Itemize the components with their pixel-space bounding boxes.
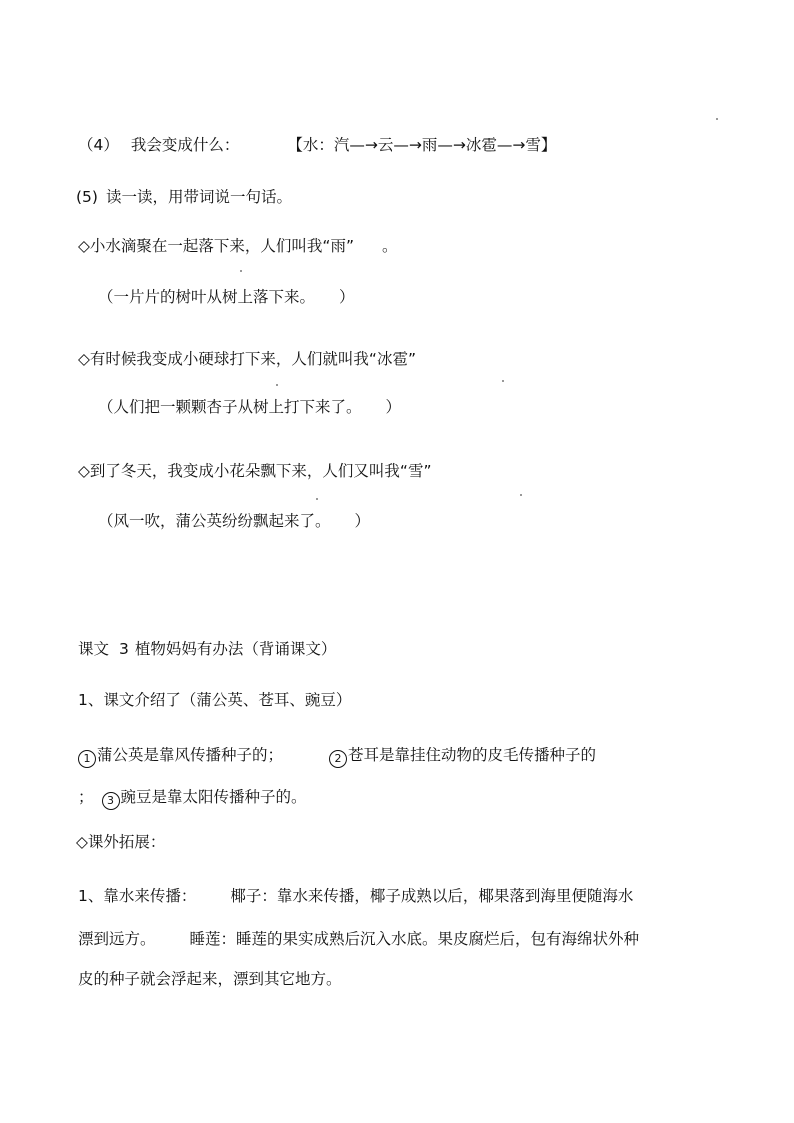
question-5-number: (5) [76,188,98,206]
extension-water-heading: 1、靠水来传播： [78,887,197,905]
question-5-prompt: 读一读，用带词说一句话。 [105,188,292,206]
extension-waterlily-end: 皮的种子就会浮起来，漂到其它地方。 [78,970,342,988]
lesson-title-number: 3 [119,640,129,658]
extension-coconut-end: 漂到远方。 [78,930,156,948]
question-5-line [76,186,292,208]
lesson-point-1-text: 1、课文介绍了（蒲公英、苍耳、豌豆） [78,691,352,709]
scan-speck [276,384,278,386]
question-4-prompt: 我会变成什么： [130,136,240,154]
item-1-example [98,286,355,308]
fact-1-text: 蒲公英是靠风传播种子的； [97,746,284,764]
item-1-example-close: ） [339,288,355,306]
extension-line-1 [78,885,633,907]
lesson-title-rest: 植物妈妈有办法（背诵课文） [134,640,337,658]
facts-line-1 [78,744,596,768]
item-3-main [78,460,431,482]
fact-3-lead: ； [78,788,94,806]
circled-number-2: 2 [329,750,347,768]
circled-number-3: 3 [102,792,120,810]
circled-number-1: 1 [78,750,96,768]
extension-title [76,831,165,853]
fact-2-text: 苍耳是靠挂住动物的皮毛传播种子的 [348,746,597,764]
lesson-point-1 [78,689,351,711]
extension-title-text: ◇课外拓展： [76,833,166,851]
item-2-example [98,396,401,418]
facts-line-2 [78,786,307,810]
extension-line-2 [78,928,639,950]
item-3-example [98,510,370,532]
scan-speck [240,270,242,272]
question-4-line [78,134,556,156]
lesson-title-prefix: 课文 [78,640,110,658]
item-1-example-text: （一片片的树叶从树上落下来。 [98,288,316,306]
question-4-number: （4） [78,136,119,154]
lesson-title [78,638,336,660]
item-2-example-close: ） [385,398,402,416]
fact-3-text: 豌豆是靠太阳传播种子的。 [120,788,307,806]
item-1-tail: 。 [381,237,398,255]
item-1-text: ◇小水滴聚在一起落下来，人们叫我“雨” [78,237,354,255]
question-4-answer: 【水：汽—→云—→雨—→冰雹—→雪】 [287,136,557,154]
scan-speck [316,498,318,500]
item-2-example-text: （人们把一颗颗杏子从树上打下来了。 [98,398,362,416]
scan-speck [520,494,522,496]
scan-speck [716,118,718,120]
item-1-main [78,235,398,257]
extension-coconut-text: 椰子：靠水来传播，椰子成熟以后，椰果落到海里便随海水 [230,887,634,905]
item-3-example-close: ） [354,512,371,530]
scan-speck [502,380,504,382]
item-3-example-text: （风一吹，蒲公英纷纷飘起来了。 [98,512,331,530]
extension-line-3 [78,968,342,990]
item-3-text: ◇到了冬天，我变成小花朵飘下来，人们又叫我“雪” [78,462,432,480]
item-2-main [78,348,416,370]
item-2-text: ◇有时候我变成小硬球打下来，人们就叫我“冰雹” [78,350,416,368]
extension-waterlily-text: 睡莲：睡莲的果实成熟后沉入水底。果皮腐烂后，包有海绵状外种 [189,930,640,948]
